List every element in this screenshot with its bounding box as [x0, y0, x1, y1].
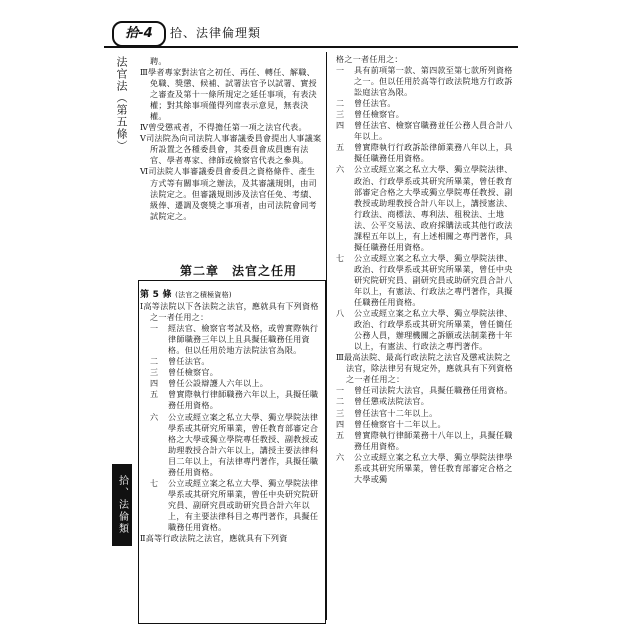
list-item: 七 公立或經立案之私立大學、獨立學院法律學系或其研究所畢業，曾任中央研究院研究員、副研究員或助研究員合計六年以上，有主要法律科目之專門著作，具擬任職務任用資格。: [150, 477, 319, 532]
list-item: 五 曾實際執行律師業務十八年以上，具擬任職務任用資格。: [336, 429, 513, 451]
list-item: 三 曾任檢察官。: [150, 367, 219, 378]
list-item: 四 曾任法官、檢察官職務並任公務人員合計八年以上。: [336, 120, 513, 142]
list-item: 二 曾任法官。: [150, 356, 210, 367]
list-item: 五 曾實際執行律師職務六年以上，具擬任職務任用資格。: [150, 389, 319, 411]
page-number-tag: 拾-4: [112, 21, 166, 47]
article-4-tail: [140, 56, 322, 222]
list-item: 五 曾實際執行行政訴訟律師業務八年以上，具擬任職務任用資格。: [336, 142, 513, 164]
list-item: 八 公立或經立案之私立大學、獨立學院法律、政治、行政學系或其研究所畢業，曾任簡任公務人員，辦理機關之訴願或法制業務十年以上，有憲法、行政法之專門著作。: [336, 308, 513, 352]
list-item: 三 曾任檢察官。: [336, 109, 405, 120]
law-name-label: 法官法（第五條）: [115, 56, 128, 152]
article-heading: [140, 290, 322, 301]
paragraph-text: Ⅱ高等行政法院之法官，應就具有下列資: [140, 533, 288, 544]
list-item: 四 曾任檢察官十二年以上。: [336, 418, 446, 429]
paragraph-text: Ⅳ曾受懲戒者，不得擔任第一項之法官代表。: [140, 122, 307, 133]
paragraph-text: Ⅲ最高法院、最高行政法院之法官及懲戒法院之法官，除法律另有規定外，應就具有下列資格之一者任用之：: [336, 352, 513, 385]
section-thumb-tab: 拾、法倫類: [112, 464, 132, 546]
article-number: 第 5 條: [140, 290, 172, 300]
article-5-continued: [336, 54, 516, 485]
paragraph-text: Ⅲ學者專家對法官之初任、再任、轉任、解職、免職、獎懲、候補、試署法官予以試署、實授之審查及第十一條所規定之延任事項，有表決權；對其餘事項僅得列席表示意見，無表決權。: [140, 67, 317, 122]
list-item: 一 曾任司法院大法官，具擬任職務任用資格。: [336, 385, 513, 396]
list-item: 七 公立或經立案之私立大學、獨立學院法律、政治、行政學系或其研究所畢業，曾任中央研究院研究員、副研究員或助研究員合計八年以上，有憲法、行政法之專門著作，具擬任職務任用資格。: [336, 252, 513, 308]
section-title: 拾、法律倫理類: [170, 26, 262, 40]
article-5-body: [140, 290, 322, 544]
list-item: 二 曾任懲戒法院法官。: [336, 396, 430, 407]
paragraph-text: Ⅰ高等法院以下各法院之法官，應就具有下列資格之一者任用之：: [140, 301, 319, 323]
list-item: 六 公立或經立案之私立大學、獨立學院法律、政治、行政學系或其研究所畢業，曾任教育部審定合格之大學或獨立學院專任教授、副教授或助理教授合計八年以上，講授憲法、行政法、商標法、專利法、租稅法、土地法、公平交易法、政府採購法或其他行政法課程五年以上，有上述相關之專門著作，具擬任職務任用資格。: [336, 164, 513, 252]
list-item: 三 曾任法官十二年以上。: [336, 407, 438, 418]
paragraph-text: 聘。: [150, 56, 167, 66]
chapter-heading: 第二章 法官之任用: [180, 264, 298, 278]
list-item: 六 公立或經立案之私立大學、獨立學院法律學系或其研究所畢業，曾任教育部審定合格之大學或獨立學院專任教授、副教授或助理教授合計六年以上，講授主要法律科目二年以上，有法律專門著作，具擬任職務任用資格。: [150, 411, 319, 477]
list-item: 二 曾任法官。: [336, 98, 396, 109]
paragraph-text: Ⅵ司法院人事審議委員會委員之資格條件、產生方式等有關事項之辦法，及其審議規則，由司法院定之。但審議規則涉及法官任免、考績、級俸、遷調及褒獎之事項者，由司法院會同考試院定之。: [140, 166, 317, 221]
article-note: (法官之積極資格): [175, 291, 232, 299]
list-item: 一 具有前項第一款、第四款至第七款所列資格之一。但以任用於高等行政法院地方行政訴訟庭法官為限。: [336, 65, 513, 98]
list-item: 一 經法官、檢察官考試及格，或曾實際執行律師職務三年以上且具擬任職務任用資格。但以任用於地方法院法官為限。: [150, 323, 319, 356]
paragraph-text: Ⅴ司法院為向司法院人事審議委員會提出人事議案所設置之各種委員會，其委員會成員應有法官、學者專家、律師或檢察官代表之參與。: [140, 133, 322, 166]
column-divider: [326, 52, 327, 620]
paragraph-text: 格之一者任用之：: [336, 54, 403, 64]
header-rule: [104, 46, 518, 48]
list-item: 六 公立或經立案之私立大學、獨立學院法律學系或其研究所畢業，曾任教育部審定合格之大學或獨: [336, 451, 513, 484]
list-item: 四 曾任公設辯護人六年以上。: [150, 378, 269, 389]
